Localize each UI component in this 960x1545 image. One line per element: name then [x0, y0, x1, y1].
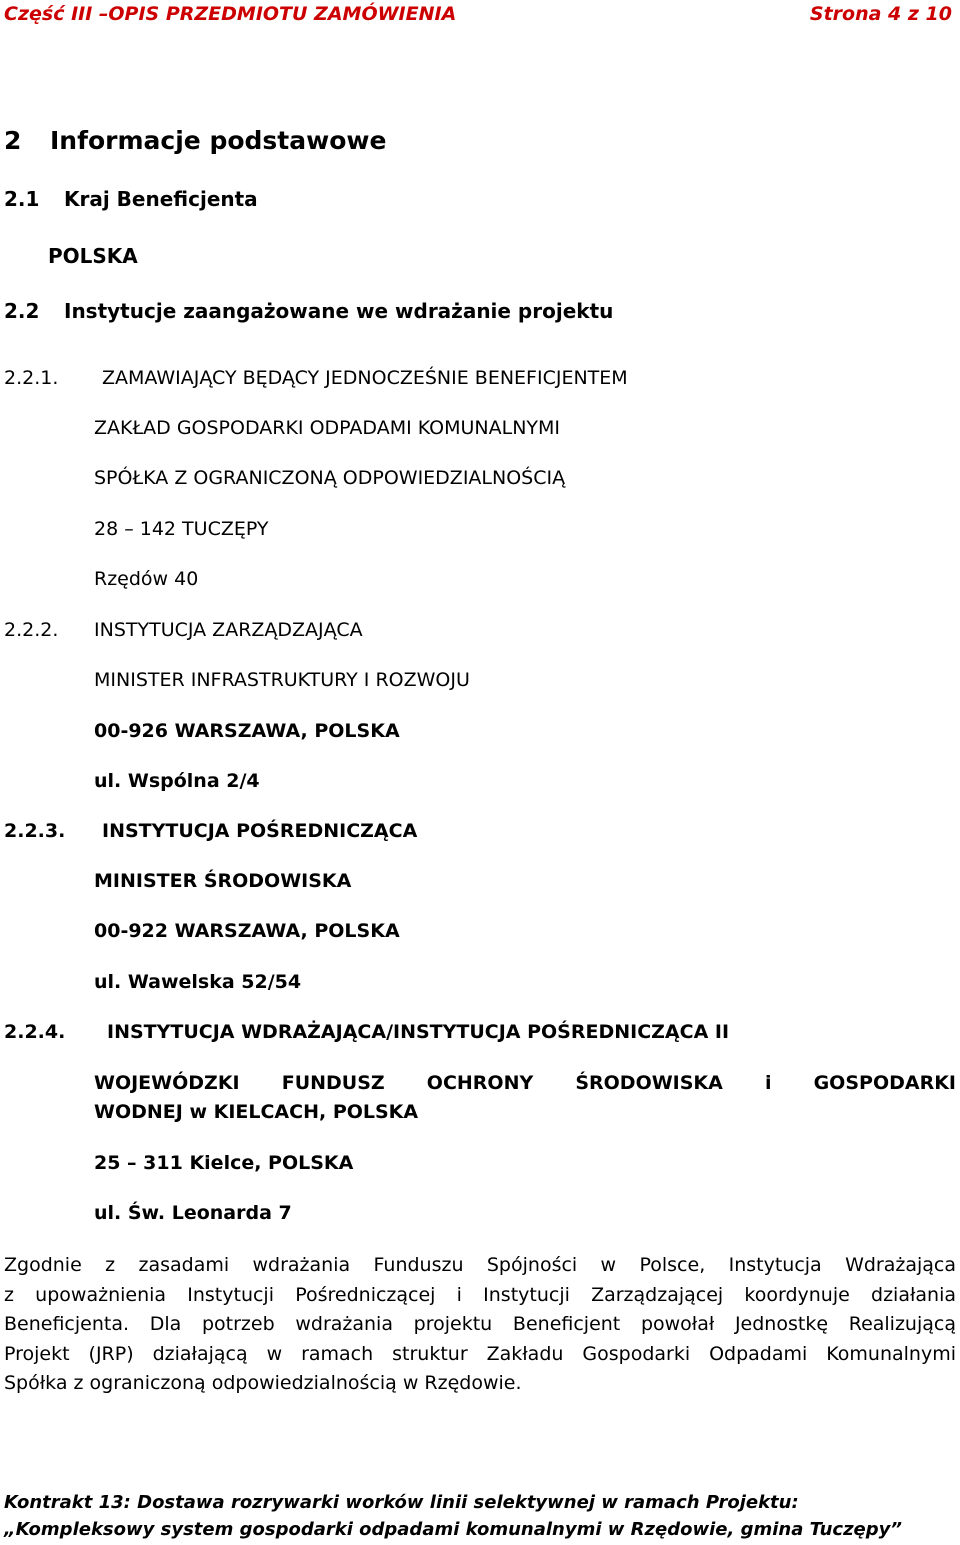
item-number: 2.2.3. — [4, 820, 66, 842]
subsection-number: 2.2 — [4, 299, 40, 323]
address-line: SPÓŁKA Z OGRANICZONĄ ODPOWIEDZIALNOŚCIĄ — [94, 467, 566, 489]
item-number: 2.2.1. — [4, 367, 59, 389]
footer-project-line: „Kompleksowy system gospodarki odpadami komunalnymi w Rzędowie, gmina Tuczępy” — [4, 1519, 902, 1540]
address-line: MINISTER INFRASTRUKTURY I ROZWOJU — [94, 669, 470, 691]
section-number: 2 — [4, 126, 22, 155]
address-line: 00-922 WARSZAWA, POLSKA — [94, 920, 400, 942]
subsection-title: Instytucje zaangażowane we wdrażanie projektu — [64, 299, 614, 323]
subsection-number: 2.1 — [4, 187, 40, 211]
address-line: MINISTER ŚRODOWISKA — [94, 870, 352, 892]
paragraph-line: Spółka z ograniczoną odpowiedzialnością w Rzędowie. — [4, 1372, 522, 1394]
paragraph-line: Zgodnie z zasadami wdrażania Funduszu Spójności w Polsce, Instytucja Wdrażająca — [4, 1254, 956, 1276]
subsection-title: Kraj Beneficjenta — [64, 187, 258, 211]
item-title: INSTYTUCJA WDRAŻAJĄCA/INSTYTUCJA POŚREDNICZĄCA II — [107, 1021, 730, 1043]
address-line: 25 – 311 Kielce, POLSKA — [94, 1152, 354, 1174]
item-title: INSTYTUCJA ZARZĄDZAJĄCA — [94, 619, 363, 641]
footer-contract-line: Kontrakt 13: Dostawa rozrywarki worków linii selektywnej w ramach Projektu: — [4, 1492, 799, 1513]
paragraph-line: z upoważnienia Instytucji Pośredniczącej i Instytucji Zarządzającej koordynuje działania — [4, 1283, 956, 1306]
address-line: 00-926 WARSZAWA, POLSKA — [94, 720, 400, 742]
address-line: WODNEJ w KIELCACH, POLSKA — [94, 1101, 419, 1123]
header-part-title: Część III –OPIS PRZEDMIOTU ZAMÓWIENIA — [4, 3, 457, 25]
address-line: 28 – 142 TUCZĘPY — [94, 518, 269, 540]
country-value: POLSKA — [48, 244, 138, 268]
header-page-number: Strona 4 z 10 — [809, 3, 952, 25]
section-title: Informacje podstawowe — [50, 126, 387, 155]
address-line: Rzędów 40 — [94, 568, 199, 590]
address-line: ul. Wawelska 52/54 — [94, 971, 302, 993]
body-paragraph — [4, 1251, 956, 1399]
address-line: ul. Wspólna 2/4 — [94, 770, 260, 792]
item-title: INSTYTUCJA POŚREDNICZĄCA — [102, 820, 418, 842]
item-number: 2.2.2. — [4, 619, 59, 641]
paragraph-line: Projekt (JRP) działającą w ramach struktur Zakładu Gospodarki Odpadami Komunalnymi — [4, 1342, 956, 1365]
address-line: ul. Św. Leonarda 7 — [94, 1202, 292, 1224]
address-line: WOJEWÓDZKI FUNDUSZ OCHRONY ŚRODOWISKA i GOSPODARKI — [94, 1072, 956, 1094]
item-number: 2.2.4. — [4, 1021, 66, 1043]
item-title: ZAMAWIAJĄCY BĘDĄCY JEDNOCZEŚNIE BENEFICJENTEM — [102, 367, 628, 389]
address-line: ZAKŁAD GOSPODARKI ODPADAMI KOMUNALNYMI — [94, 417, 561, 439]
paragraph-line: Beneficjenta. Dla potrzeb wdrażania projektu Beneficjent powołał Jednostkę Realizującą — [4, 1313, 956, 1335]
